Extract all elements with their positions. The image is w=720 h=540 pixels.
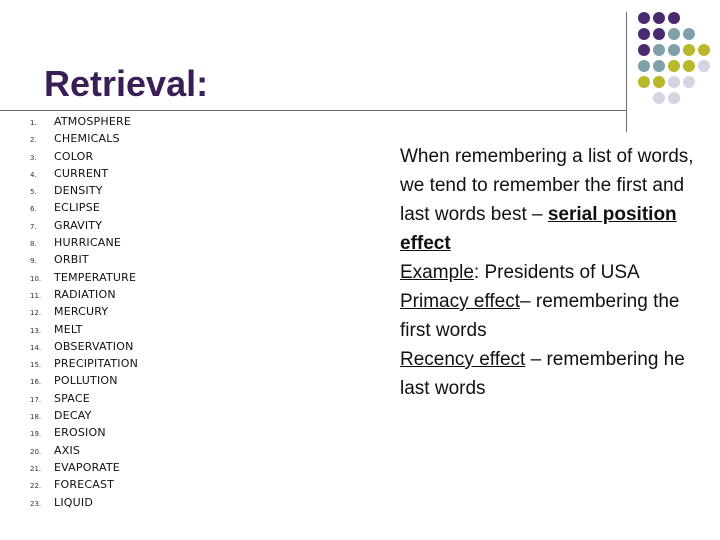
list-item-number: 21. (30, 464, 42, 473)
decorative-dot (683, 44, 695, 56)
list-item-number: 5. (30, 188, 37, 197)
list-item (30, 441, 138, 458)
example-paragraph (400, 258, 705, 287)
list-item-word: ATMOSPHERE (54, 115, 131, 128)
recency-label: Recency effect (400, 349, 526, 370)
list-item (30, 285, 138, 302)
list-item (30, 320, 138, 337)
serial-position-term: serial position effect (400, 204, 677, 254)
list-item-word: LIQUID (54, 495, 93, 509)
list-item (30, 181, 138, 198)
list-item-number: 7. (30, 222, 37, 231)
list-item (30, 337, 138, 354)
list-item-word: EROSION (54, 426, 106, 440)
list-item-word: CURRENT (54, 166, 109, 180)
list-item-number: 2. (30, 136, 37, 145)
list-item (30, 198, 138, 215)
list-item-word: OBSERVATION (54, 339, 134, 353)
list-item (30, 302, 138, 319)
list-item (30, 354, 138, 371)
vertical-divider (626, 12, 627, 132)
list-item-word: EVAPORATE (54, 460, 120, 474)
decorative-dot (638, 28, 650, 40)
list-item (30, 268, 138, 285)
decorative-dot (668, 60, 680, 72)
list-item-word: ECLIPSE (54, 201, 100, 215)
list-item-word: PRECIPITATION (54, 357, 139, 371)
decorative-dot (653, 76, 665, 88)
list-item (30, 216, 138, 233)
decorative-dot (638, 76, 650, 88)
decorative-dot (668, 92, 680, 104)
list-item-word: SPACE (54, 391, 90, 405)
decorative-dot (668, 12, 680, 24)
list-item-word: MERCURY (54, 305, 109, 319)
list-item (30, 371, 138, 388)
decorative-dot (653, 92, 665, 104)
recency-paragraph (400, 345, 705, 403)
list-item (30, 389, 138, 406)
list-item-number: 16. (30, 378, 42, 387)
decorative-dot (668, 44, 680, 56)
list-item-word: DECAY (54, 409, 92, 423)
explanation-text (400, 142, 705, 403)
list-item-number: 10. (30, 274, 42, 283)
decorative-dot (638, 60, 650, 72)
decorative-dot (698, 44, 710, 56)
list-item-number: 1. (30, 119, 37, 127)
example-label: Example (400, 262, 474, 283)
list-item-word: DENSITY (54, 184, 103, 198)
decorative-dot (653, 60, 665, 72)
list-item-number: 18. (30, 413, 42, 422)
list-item-word: AXIS (54, 443, 81, 457)
list-item-number: 6. (30, 205, 37, 214)
word-list (30, 112, 138, 510)
title-divider (0, 110, 626, 111)
recency-text: – remembering he last words (400, 349, 685, 399)
intro-text: When remembering a list of words, we tend to remember the first and last words best – (400, 146, 694, 225)
list-item-number: 14. (30, 343, 42, 352)
list-item (30, 475, 138, 492)
serial-position-paragraph (400, 142, 705, 258)
list-item-word: HURRICANE (54, 236, 122, 250)
slide-title: Retrieval: (44, 63, 209, 104)
list-item (30, 147, 138, 164)
list-item-number: 17. (30, 395, 42, 404)
list-item (30, 129, 138, 146)
list-item-word: FORECAST (54, 478, 115, 492)
decorative-dot (638, 44, 650, 56)
list-item-number: 13. (30, 326, 42, 335)
list-item-word: RADIATION (54, 287, 116, 301)
list-item-word: COLOR (54, 149, 94, 163)
list-item (30, 233, 138, 250)
decorative-dot (683, 60, 695, 72)
list-item (30, 493, 138, 510)
example-text: : Presidents of USA (473, 262, 640, 283)
decorative-dot (668, 76, 680, 88)
decorative-dot (668, 28, 680, 40)
primacy-label: Primacy effect (400, 291, 521, 312)
list-item-number: 20. (30, 447, 42, 456)
list-item-number: 15. (30, 361, 42, 370)
list-item (30, 406, 138, 423)
list-item-word: GRAVITY (54, 218, 103, 232)
list-item-number: 9. (30, 257, 37, 266)
list-item (30, 250, 138, 267)
list-item-word: ORBIT (54, 253, 89, 267)
primacy-paragraph (400, 287, 705, 345)
list-item-word: MELT (54, 322, 83, 336)
decorative-dot-grid (638, 12, 718, 122)
list-item (30, 112, 138, 129)
decorative-dot (653, 12, 665, 24)
list-item-number: 23. (30, 499, 42, 508)
decorative-dot (683, 76, 695, 88)
list-item (30, 423, 138, 440)
decorative-dot (653, 44, 665, 56)
list-item-number: 12. (30, 309, 42, 318)
decorative-dot (698, 60, 710, 72)
list-item-number: 19. (30, 430, 42, 439)
list-item-word: TEMPERATURE (54, 270, 137, 284)
list-item-number: 4. (30, 170, 37, 179)
list-item-word: CHEMICALS (54, 132, 120, 146)
list-item-number: 11. (30, 291, 42, 300)
primacy-text: – remembering the first words (400, 291, 680, 341)
decorative-dot (638, 12, 650, 24)
list-item-word: POLLUTION (54, 374, 118, 388)
decorative-dot (683, 28, 695, 40)
list-item (30, 164, 138, 181)
list-item-number: 8. (30, 240, 37, 249)
list-item-number: 22. (30, 482, 42, 491)
decorative-dot (653, 28, 665, 40)
list-item (30, 458, 138, 475)
list-item-number: 3. (30, 153, 37, 162)
